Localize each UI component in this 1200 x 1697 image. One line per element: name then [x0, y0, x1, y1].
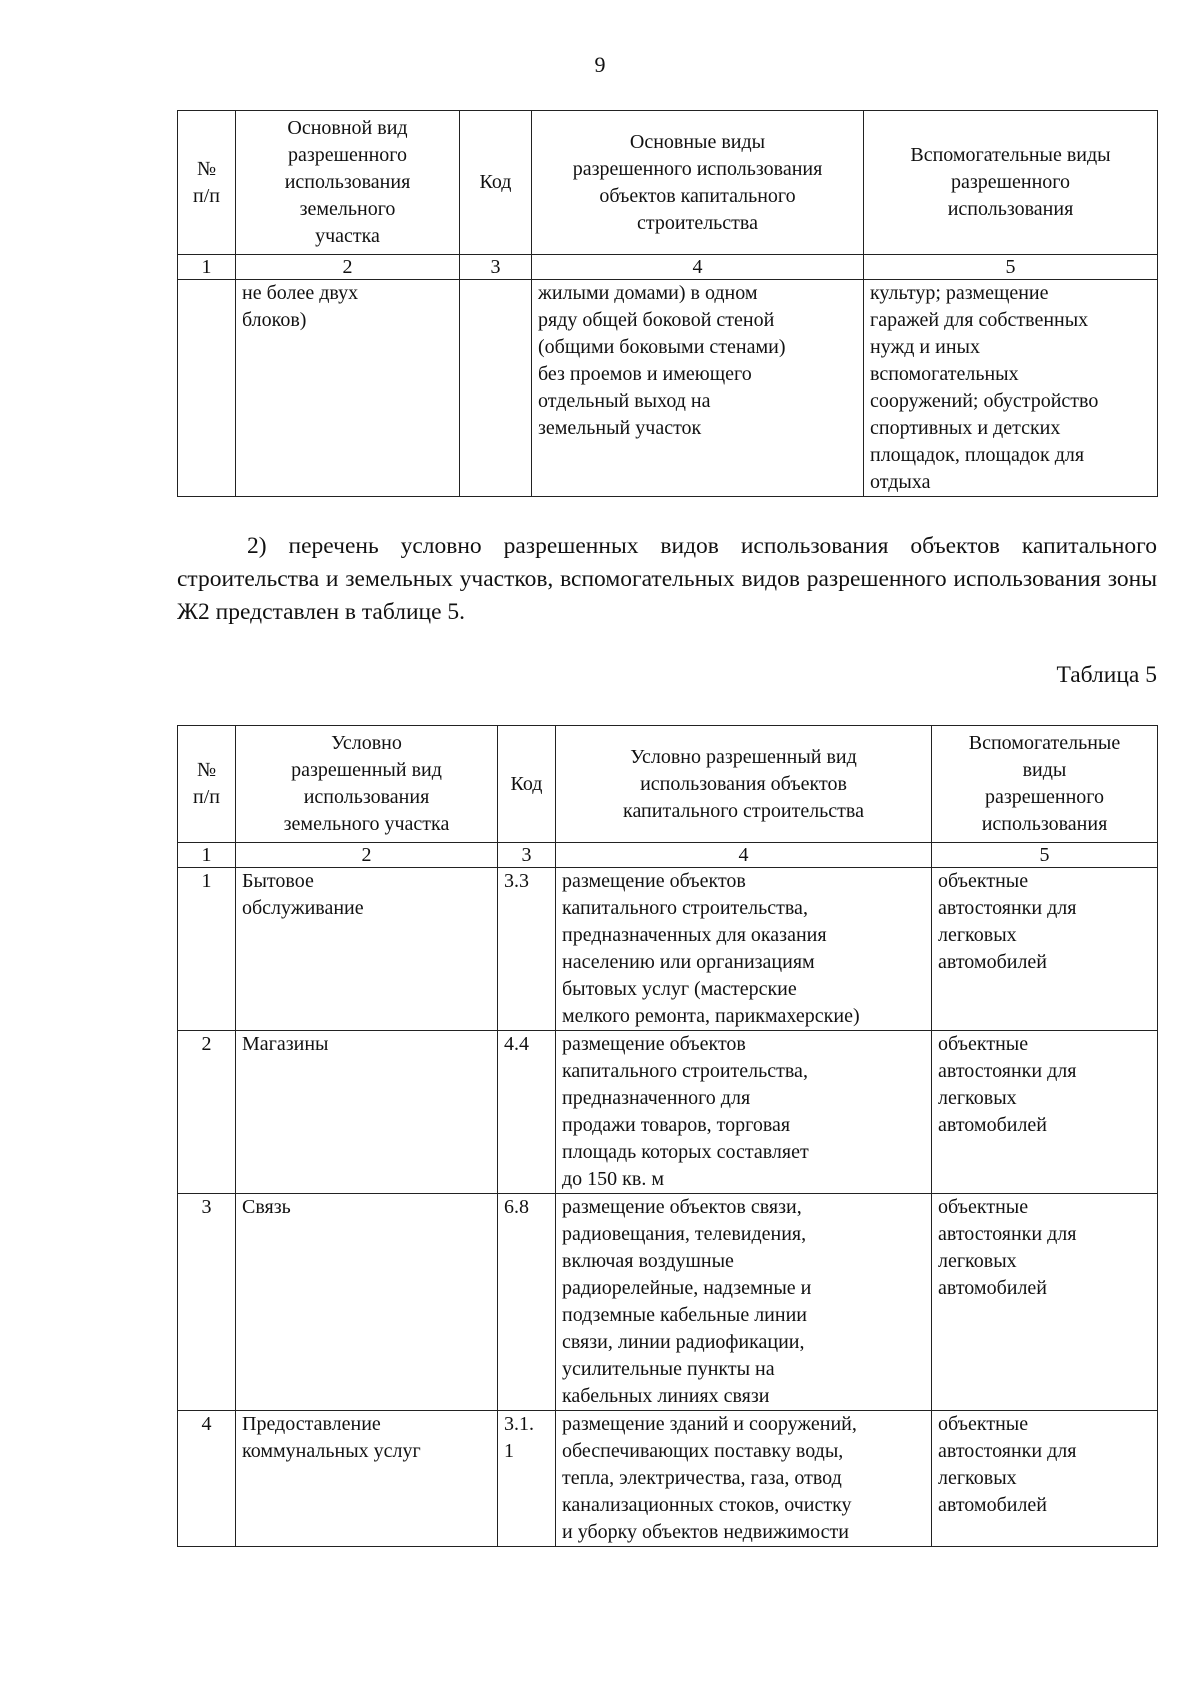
cell-desc: размещение объектов капитального строительства, предназначенных для оказания населению или организациям бытовых услуг (мастерские мелкого ремонта, парикмахерские) [556, 868, 932, 1031]
cell-main: жилыми домами) в одном ряду общей боковой стеной (общими боковыми стенами) без проемов и имеющего отдельный выход на земельный участок [532, 280, 864, 497]
table-row [178, 1411, 1158, 1547]
table-row [178, 1031, 1158, 1194]
table-header-row [178, 726, 1158, 843]
cell-no: 1 [178, 868, 236, 1031]
table-header-row [178, 111, 1158, 255]
column-number: 4 [556, 843, 932, 868]
table-5 [177, 725, 1158, 1547]
cell-desc: размещение объектов связи, радиовещания, телевидения, включая воздушные радиорелейные, надземные и подземные кабельные линии связи, линии радиофикации, усилительные пункты на кабельных линиях связи [556, 1194, 932, 1411]
column-number: 3 [460, 255, 532, 280]
cell-code: 4.4 [498, 1031, 556, 1194]
cell-type: Бытовое обслуживание [236, 868, 498, 1031]
cell-type: не более двух блоков) [236, 280, 460, 497]
cell-type: Магазины [236, 1031, 498, 1194]
column-number: 2 [236, 843, 498, 868]
header-code: Код [460, 111, 532, 255]
cell-desc: размещение объектов капитального строительства, предназначенного для продажи товаров, торговая площадь которых составляет до 150 кв. м [556, 1031, 932, 1194]
header-main: Основные виды разрешенного использования объектов капитального строительства [532, 111, 864, 255]
cell-aux: культур; размещение гаражей для собственных нужд и иных вспомогательных сооружений; обустройство спортивных и детских площадок, площадок для отдыха [864, 280, 1158, 497]
body-paragraph: 2) перечень условно разрешенных видов использования объектов капитального строительства и земельных участков, вспомогательных видов разрешенного использования зоны Ж2 представлен в таблице 5. [177, 533, 1157, 625]
header-no: № п/п [178, 111, 236, 255]
header-type: Условно разрешенный вид использования земельного участка [236, 726, 498, 843]
table-4-continued [177, 110, 1158, 497]
cell-aux: объектные автостоянки для легковых автомобилей [932, 1411, 1158, 1547]
header-aux: Вспомогательные виды разрешенного использования [864, 111, 1158, 255]
cell-no: 4 [178, 1411, 236, 1547]
column-number: 1 [178, 255, 236, 280]
page-number: 9 [594, 52, 606, 77]
table-caption: Таблица 5 [1056, 662, 1157, 688]
cell-code [460, 280, 532, 497]
column-number: 3 [498, 843, 556, 868]
cell-no: 3 [178, 1194, 236, 1411]
cell-no: 2 [178, 1031, 236, 1194]
cell-aux: объектные автостоянки для легковых автомобилей [932, 1031, 1158, 1194]
header-aux: Вспомогательные виды разрешенного использования [932, 726, 1158, 843]
cell-code: 3.3 [498, 868, 556, 1031]
cell-code: 3.1. 1 [498, 1411, 556, 1547]
column-number-row [178, 255, 1158, 280]
column-number: 5 [864, 255, 1158, 280]
column-number: 5 [932, 843, 1158, 868]
column-number: 2 [236, 255, 460, 280]
table-row [178, 280, 1158, 497]
cell-no [178, 280, 236, 497]
table-row [178, 868, 1158, 1031]
header-code: Код [498, 726, 556, 843]
column-number: 4 [532, 255, 864, 280]
header-desc: Условно разрешенный вид использования объектов капитального строительства [556, 726, 932, 843]
cell-desc: размещение зданий и сооружений, обеспечивающих поставку воды, тепла, электричества, газа, отвод канализационных стоков, очистку и уборку объектов недвижимости [556, 1411, 932, 1547]
header-no: № п/п [178, 726, 236, 843]
cell-aux: объектные автостоянки для легковых автомобилей [932, 1194, 1158, 1411]
column-number-row [178, 843, 1158, 868]
header-type: Основной вид разрешенного использования земельного участка [236, 111, 460, 255]
cell-aux: объектные автостоянки для легковых автомобилей [932, 868, 1158, 1031]
cell-type: Предоставление коммунальных услуг [236, 1411, 498, 1547]
cell-type: Связь [236, 1194, 498, 1411]
column-number: 1 [178, 843, 236, 868]
table-row [178, 1194, 1158, 1411]
cell-code: 6.8 [498, 1194, 556, 1411]
